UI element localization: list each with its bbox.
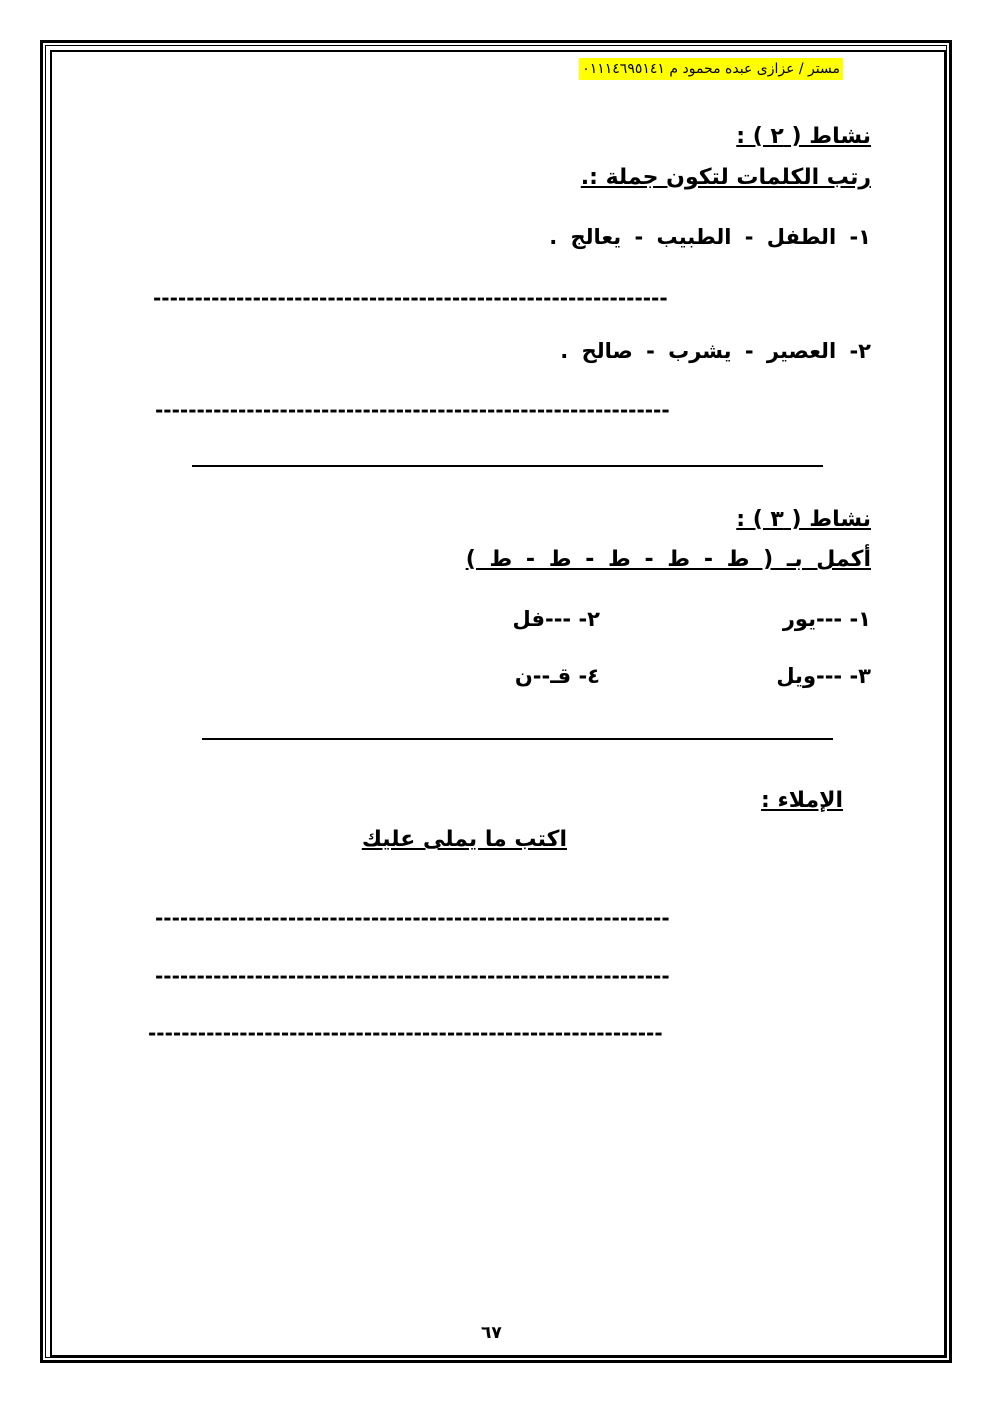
dictation-line-3: -------------------------------------------------------------- bbox=[148, 1023, 663, 1043]
activity3-item-1: ١- ---يور bbox=[782, 607, 871, 631]
answer-line-1: -------------------------------------------------------------- bbox=[153, 288, 668, 308]
activity3-title: نشاط ( ٣ ) : bbox=[736, 507, 871, 532]
activity2-title: نشاط ( ٢ ) : bbox=[736, 124, 871, 149]
answer-line-2: -------------------------------------------------------------- bbox=[155, 400, 670, 420]
author-header: مستر / عزازى عبده محمود م ٠١١١٤٦٩٥١٤١ bbox=[579, 58, 843, 80]
activity3-item-3: ٣- ---ويل bbox=[776, 664, 871, 688]
dictation-instruction: اكتب ما يملى عليك bbox=[361, 827, 567, 852]
activity2-item-1: ١- الطفل - الطبيب - يعالج . bbox=[549, 225, 871, 249]
section-divider-2 bbox=[202, 738, 833, 740]
activity3-instruction: أكمل بـ ( ط - ط - ط - ط - ط ) bbox=[465, 547, 871, 572]
activity3-item-4: ٤- قـ--ن bbox=[514, 664, 600, 688]
page-number: ٦٧ bbox=[481, 1323, 502, 1343]
activity2-instruction: رتب الكلمات لتكون جملة :. bbox=[580, 165, 871, 190]
dictation-line-2: -------------------------------------------------------------- bbox=[155, 966, 670, 986]
section-divider-1 bbox=[192, 465, 823, 467]
activity2-item-2: ٢- العصير - يشرب - صالح . bbox=[560, 339, 871, 363]
activity3-item-2: ٢- ---فل bbox=[512, 607, 600, 631]
dictation-line-1: -------------------------------------------------------------- bbox=[155, 908, 670, 928]
dictation-title: الإملاء : bbox=[761, 788, 843, 813]
